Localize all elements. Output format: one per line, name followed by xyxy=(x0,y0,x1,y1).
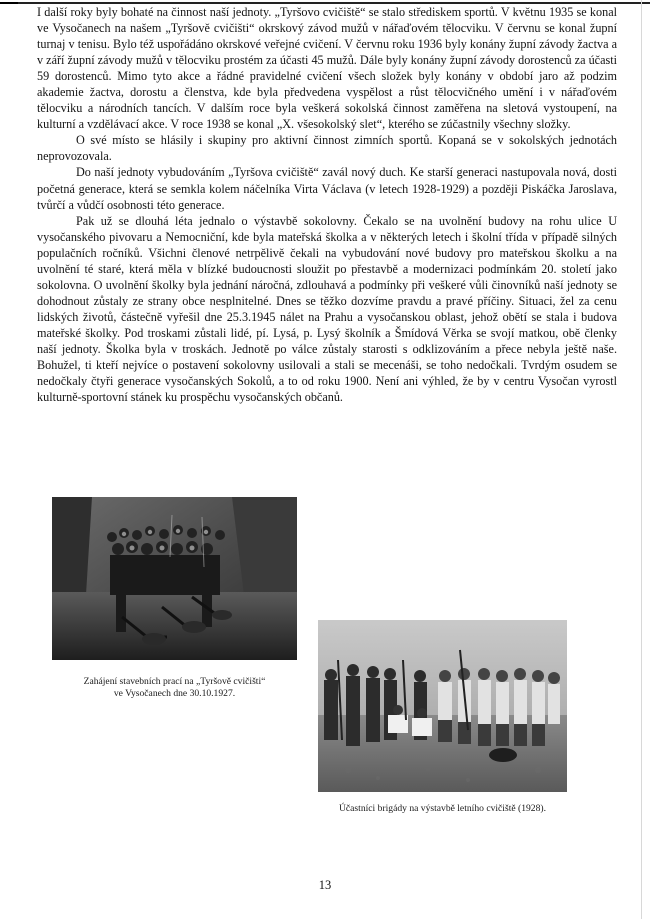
photo-brigade-group xyxy=(318,620,567,792)
body-text xyxy=(37,4,617,405)
paragraph-3: Do naší jednoty vybudováním „Tyršova cvičiště“ zavál nový duch. Ke starší generaci nastupovala nová, dosti početná generace, která se semkla kolem náčelníka Virta Václava (v letech 1928-1929) a později Piskáčka Jaroslava, tvůrčí a vůdčí osobnosti této generace. xyxy=(37,165,617,212)
caption-brigade-group-line-1: Účastníci brigády na výstavbě letního cvičiště (1928). xyxy=(338,803,546,814)
page-number: 13 xyxy=(318,878,332,892)
paragraph-4: Pak už se dlouhá léta jednalo o výstavbě sokolovny. Čekalo se na uvolnění budovy na rohu ulice U vysočanského pivovaru a Nemocniční, kde byla mateřská školka a v některých letech i školní třída v případě silných populačních ročníků. Všichni členové netrpělivě čekali na vybudování nové budovy pro mateřskou školku a na uvolnění té staré, která měla v blízké budoucnosti sloužit po přestavbě a modernizaci podmínkám 20. století jako sokolovna. O uvolnění školky byla jednání náročná, zdlouhavá a podmínky při veškeré vůli činovníků naší jednoty se dohodnout zůstaly ze strany obce nesplnitelné. Dnes se těžko dozvíme pravdu a pravé příčiny. Situaci, žel za cenu lidských životů, částečně vyřešil dne 25.3.1945 nálet na Prahu a vysočanskou oblast, jehož obětí se stala i budova mateřské školky. Pod troskami zůstali lidé, pí. Lysá, p. Lysý školník a Šmídová Věrka se svojí matkou, obě členky naší jednoty. Školka byla v troskách. Jednotě po válce zůstaly starosti s odklizováním a přece nebyla ještě naše. Bohužel, ti kteří nejvíce o postavení sokolovny usilovali a stali se mecenáši, se toho nedočkali. Tvrdým osudem se nedočkaly čtyři generace vysočanských Sokolů, a to od roku 1900. Není ani výhled, že by v centru Vysočan vyrostl kulturně-sportovní stánek ku prospěchu vysočanských občanů. xyxy=(37,213,617,405)
right-edge-shadow xyxy=(641,0,642,919)
paragraph-2: O své místo se hlásily i skupiny pro aktivní činnost zimních sportů. Kopaná se v sokolských jednotách neprovozovala. xyxy=(37,133,617,164)
caption-construction-start xyxy=(52,676,297,700)
top-edge-tick xyxy=(0,2,18,4)
photo-construction-start-image xyxy=(52,497,297,660)
caption-construction-start-line-1: Zahájení stavebních prací na „Tyršově cvičišti“ xyxy=(83,676,266,687)
paragraph-1: I další roky byly bohaté na činnost naší jednoty. „Tyršovo cvičiště“ se stalo střediskem sportů. V květnu 1935 se konal ve Vysočanech na našem „Tyršově cvičišti“ okrskový závod mužů v nářaďovém tělocviku. V červnu se konal župní turnaj v tenisu. Bylo též uspořádáno okrskové veřejné cvičení. V červnu roku 1936 byly konány župní závody žactva a v září župní závody mužů v tělocviku prostém za účasti 45 mužů. Dále byly konány župní závody dorostenců za účasti 59 dorostenců. Mimo tyto akce a řádné pravidelné cvičení všech složek byly konány v období jaro až podzim akademie žactva, dorostu a členstva, kde byla předvedena vyspělost a růst tělocvičného umění i v nářaďovém tělocviku a národních tancích. V dalším roce byla veškerá sokolská činnost zaměřena na sletová vystoupení, na kulturní a vzdělávací akce. V roce 1938 se konal „X. všesokolský slet“, kterého se zúčastnily všechny složky. xyxy=(37,5,617,132)
caption-construction-start-line-2: ve Vysočanech dne 30.10.1927. xyxy=(113,688,236,699)
photo-brigade-group-image xyxy=(318,620,567,792)
caption-brigade-group xyxy=(318,803,567,815)
photo-construction-start xyxy=(52,497,297,660)
